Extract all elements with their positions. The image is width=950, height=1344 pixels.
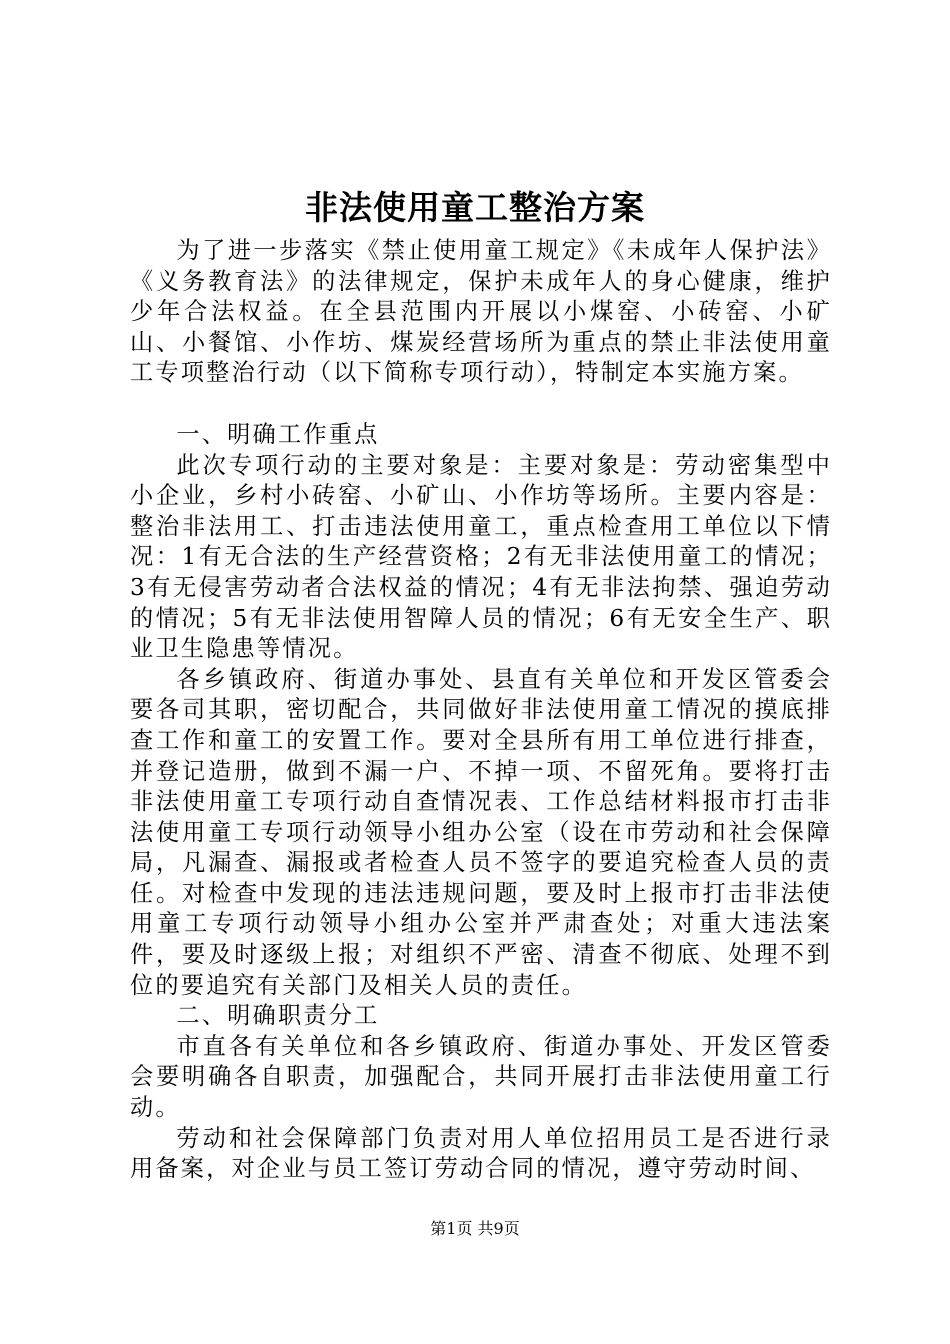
page-footer: 第1页 共9页	[430, 1219, 520, 1238]
section-1-paragraph-1: 此次专项行动的主要对象是：主要对象是：劳动密集型中小企业，乡村小砖窑、小矿山、小作坊等场所。主要内容是：整治非法用工、打击违法使用童工，重点检查用工单位以下情况：1有无合法的生产经营资格；2有无非法使用童工的情况；3有无侵害劳动者合法权益的情况；4有无非法拘禁、强迫劳动的情况；5有无非法使用智障人员的情况；6有无安全生产、职业卫生隐患等情况。	[130, 451, 832, 663]
section-heading-1: 一、明确工作重点	[176, 420, 380, 448]
paragraph-gap	[130, 389, 832, 420]
intro-paragraph: 为了进一步落实《禁止使用童工规定》《未成年人保护法》《义务教育法》的法律规定，保护未成年人的身心健康，维护少年合法权益。在全县范围内开展以小煤窑、小砖窑、小矿山、小餐馆、小作坊、煤炭经营场所为重点的禁止非法使用童工专项整治行动（以下简称专项行动），特制定本实施方案。	[130, 237, 832, 387]
section-2-paragraph-1: 市直各有关单位和各乡镇政府、街道办事处、开发区管委会要明确各自职责，加强配合，共同开展打击非法使用童工行动。	[130, 1032, 832, 1122]
section-2-paragraph-2: 劳动和社会保障部门负责对用人单位招用员工是否进行录用备案，对企业与员工签订劳动合同的情况，遵守劳动时间、	[130, 1124, 832, 1183]
section-heading-2: 二、明确职责分工	[176, 1002, 380, 1030]
section-1-paragraph-2: 各乡镇政府、街道办事处、县直有关单位和开发区管委会要各司其职，密切配合，共同做好非法使用童工情况的摸底排查工作和童工的安置工作。要对全县所有用工单位进行排查，并登记造册，做到不漏一户、不掉一项、不留死角。要将打击非法使用童工专项行动自查情况表、工作总结材料报市打击非法使用童工专项行动领导小组办公室（设在市劳动和社会保障局，凡漏查、漏报或者检查人员不签字的要追究检查人员的责任。对检查中发现的违法违规问题，要及时上报市打击非法使用童工专项行动领导小组办公室并严肃查处；对重大违法案件，要及时逐级上报；对组织不严密、清查不彻底、处理不到位的要追究有关部门及相关人员的责任。	[130, 665, 832, 999]
document-body	[130, 236, 832, 1185]
document-title: 非法使用童工整治方案	[305, 188, 645, 227]
